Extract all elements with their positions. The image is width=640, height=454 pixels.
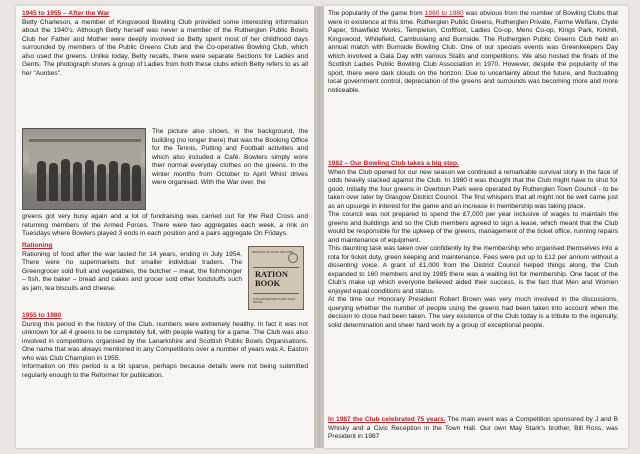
section-rationing: [22, 242, 242, 293]
section-paragraph: The council was not prepared to spend the £7,000 per year inclusive of wages to maintain the greens and buildings and so the Club members agreed to sign a lease, which meant that the Club would be responsible for the upkeep of the greens, management of the ticket office, running repairs and maintenance of equipment.: [328, 211, 618, 244]
section-body: Rationing of food after the war lasted for 14 years, ending in July 1954. There were no supermarkets but smaller individual traders. The Greengrocer sold fruit and vegetables, the butcher – meat, the fishmonger – fish, the baker – bread and cakes and grocer sold other foodstuffs such as jam, tea biscuits and cheese.: [22, 250, 242, 292]
section-paragraph: This daunting task was taken over confidently by the membership who organised themselves into a rota for ticket duty, green keeping and maintenance. Fees were put up to £12 per annum without a dissenting voice. A grant of £1,000 from the District Council helped things along, the Club expanded to 160 members and by 1985 there was a waiting list for membership. One facet of the Club's make up which everyone believed aided their success, is the fact that Men and Women enjoyed equal conditions and status.: [328, 245, 618, 295]
section-1987: [328, 416, 618, 442]
section-1982: [328, 160, 618, 330]
ladies-group-photo: [22, 128, 146, 210]
ration-book-image: [248, 246, 304, 310]
photo-caption-text: The picture also shows, in the background, the building (no longer there) that was the Booking Office for the Tennis, Putting and Football activities and which also included a Café. Bowlers simply wore their normal everyday clothes on the greens. In the winter months from October to April Whist drives were organised. With the War over, the: [152, 128, 308, 186]
left-page: [16, 6, 314, 448]
section-1945-continued: greens got very busy again and a lot of fundraising was carried out for the Red Cross and returning members of the Armed Forces. There were two aggregates each week, a rink on Tuesdays where Bowlers played 3 ends in each position and a pairs aggregate On Fridays.: [22, 213, 308, 237]
para-text: was obvious from the number of Bowling Clubs that were in existence at this time. Rutherglen Public Greens, Rutherglen Private, Farme Welfare, Clyde Paper, Shawfield Works, Templeton, Croftfoot, Ladies Co-op, Mens Co-op, Kings Park, Kirkhill, Kingswood, Whitefield, Cambuslang and Burnside. The Rutherglen Public Greens Club held an annual match with Burnside Bowling Club. One of our specials events was Greenkeepers Day which involved a Gala Day with various Stalls and competitions. We also hosted the finals of the Scottish Ladies Public Bowling Club Association in 1970. However, despite the popularity of the sport, there were dark clouds on the horizon. Due to uncertainty about the future, and fluctuating local government control, depreciation of the greens and surrounds was becoming more and more noticeable.: [328, 10, 618, 94]
section-paragraph: When the Club opened for our new season we continued a remarkable survival story in the face of odds heavily stacked against the Club. In 1980 it was thought that the Club might have to shut for good. Initially the four greens in Overtoun Park were operated by Rutherglen Town Council - to be taken over later by Glasgow District Council. The first whispers that all might not be well came just as an upsurge in interest for the game and an increase in membership was taking place.: [328, 168, 618, 210]
section-heading: 1945 to 1955 – After the War: [22, 10, 110, 17]
section-heading: Rationing: [22, 242, 53, 249]
section-note: Information on this period is a bit sparse, perhaps because details were not being submitted regularly enough to the Reformer for publication.: [22, 363, 308, 379]
ration-book-bottom-text: IF FOUND RETURN TO ANY FOOD OFFICE: [253, 298, 296, 304]
section-body: Betty Charleson, a member of Kingswood Bowling Club provided some interesting information about the 1940's. Although Betty herself was never a member of the Rutherglen Public Bowls Club her Father and Mother were deeply involved so Betty spent most of her childhood days surrounded by members of the Public Greens Club and the Co-operative Bowling Club, which also used the greens. Unlike today, Betty recalls, there were separate Sections for Ladies and Gents. The photograph shows a group of Ladies from both these clubs which Betty refers to as all her "Aunties".: [22, 18, 308, 77]
period-highlight: 1960 to 1980: [424, 10, 464, 17]
para-text: The popularity of the game from: [328, 10, 425, 17]
section-heading: 1982 – Our Bowling Club takes a big step.: [328, 160, 459, 167]
popularity-paragraph: [328, 10, 618, 95]
section-1987-highlight: In 1987 the Club celebrated 75 years.: [328, 416, 446, 423]
section-1955: [22, 312, 308, 380]
section-paragraph: At the time our Honorary President Robert Brown was very much involved in the discussions, querying whether the number of people using the greens had been taken into account when the decision to close had been taken. The very existence of the Club today is a tribute to the ingenuity, solid determination and sheer hard work by a group of exceptional people.: [328, 296, 618, 329]
right-page: [324, 6, 628, 448]
section-heading: 1955 to 1980: [22, 312, 62, 319]
section-body: The main event was a Competition sponsored by J and B Whisky and a Civic Reception in the Town Hall. Our own May Stark's brother, Bill Ross, was President in 1987: [328, 416, 618, 440]
section-1945: [22, 10, 308, 78]
ration-book-top-text: MINISTRY OF FOOD 1953-1954: [252, 250, 293, 254]
ration-book-title: RATION BOOK: [255, 270, 288, 288]
book-spine: [314, 6, 324, 448]
section-body: During this period in the history of the Club, numbers were extremely healthy. In fact it was not unknown for all 4 greens to be completely full, with people waiting for a game. The Club was also involved in competitions organised by the Lanarkshire and Scottish Public Bowls Organisations. One name that was always mentioned in any Competitions over a number of years was A. Easton who was Club Champion in 1955.: [22, 320, 308, 362]
